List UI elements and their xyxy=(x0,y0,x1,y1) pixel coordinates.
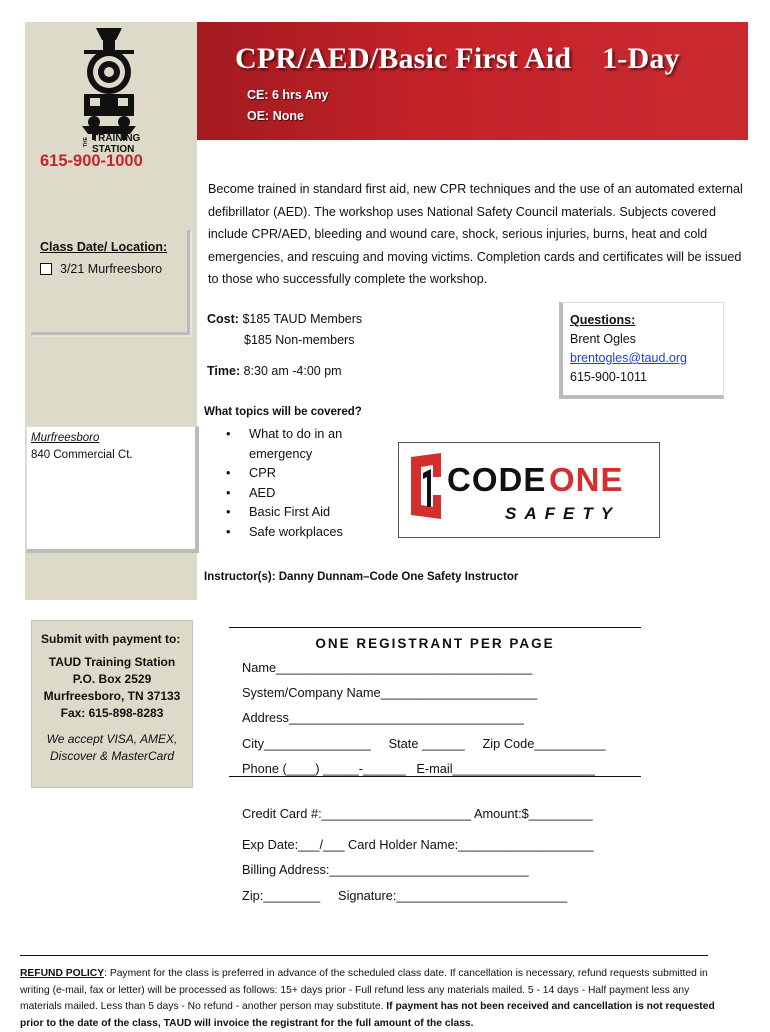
time-value: 8:30 am -4:00 pm xyxy=(243,364,342,378)
submit-box-number: P.O. Box 2529 xyxy=(72,672,152,686)
submit-box xyxy=(31,620,193,788)
credit-card-field[interactable]: Credit Card #:_____________________ Amount:$_________ xyxy=(242,806,593,821)
cost-nonmembers: $185 Non-members xyxy=(244,333,355,347)
logo-station: STATION xyxy=(92,144,135,154)
submit-fax: Fax: 615-898-8283 xyxy=(60,706,164,720)
submit-city: Murfreesboro, TN 37133 xyxy=(43,689,181,703)
bullet-icon: • xyxy=(226,504,231,519)
code-word: CODE xyxy=(447,461,547,498)
cost-members-value: $185 TAUD Members xyxy=(242,312,363,326)
class-date-box xyxy=(31,230,190,335)
form-divider xyxy=(229,627,641,628)
company-field[interactable]: System/Company Name______________________ xyxy=(242,685,538,700)
list-item: • Basic First Aid xyxy=(226,502,361,522)
contact-email-link[interactable]: brentogles@taud.org xyxy=(570,351,687,365)
location-box xyxy=(26,426,199,553)
submit-title: Submit with payment to: xyxy=(41,632,181,646)
name-field[interactable]: Name____________________________________ xyxy=(242,660,533,675)
one-word: ONE xyxy=(549,461,624,498)
exp-date-field[interactable]: Exp Date:___/___ Card Holder Name:___________________ xyxy=(242,837,594,852)
refund-title: REFUND POLICY xyxy=(20,968,105,979)
payment-accepted-2: Discover & MasterCard xyxy=(49,749,175,763)
topics-list xyxy=(226,424,361,541)
form-heading: ONE REGISTRANT PER PAGE xyxy=(315,636,555,651)
logo-the: THE xyxy=(83,137,89,147)
instructor: Instructor(s): Danny Dunnam–Code One Safety Instructor xyxy=(204,571,519,583)
billing-address-field[interactable]: Billing Address:____________________________ xyxy=(242,862,529,877)
class-date-label: 3/21 Murfreesboro xyxy=(60,262,163,276)
train-logo-icon xyxy=(70,26,148,154)
class-date-title: Class Date/ Location: xyxy=(40,240,168,254)
time-row xyxy=(207,364,342,378)
submit-org: TAUD Training Station xyxy=(48,655,176,669)
class-date-option[interactable] xyxy=(40,262,162,276)
form-divider-2 xyxy=(229,776,641,777)
list-item: • CPR xyxy=(226,463,361,483)
address-field[interactable]: Address_________________________________ xyxy=(242,710,524,725)
city-state-zip-field[interactable]: City_______________ State ______ Zip Code__________ xyxy=(242,736,606,751)
topics-title: What topics will be covered? xyxy=(204,406,362,418)
contact-phone: 615-900-1011 xyxy=(570,370,647,384)
phone-email-field[interactable]: Phone (____) _____-______ E-mail____________________ xyxy=(242,761,595,776)
class-checkbox[interactable] xyxy=(40,263,52,275)
contact-name: Brent Ogles xyxy=(570,332,637,346)
bullet-icon: • xyxy=(226,523,231,539)
questions-box xyxy=(559,302,724,399)
logo-training: TRAINING xyxy=(92,133,141,144)
code-one-safety-icon xyxy=(399,443,659,537)
location-address: 840 Commercial Ct. xyxy=(31,449,133,461)
ce-hours: CE: 6 hrs Any xyxy=(247,88,329,102)
course-description: Become trained in standard first aid, new CPR techniques and the use of an automated external defibrillator (AED). The workshop uses National Safety Council materials. Subjects covered include CPR/AED, bleeding and wound care, shock, serious injuries, burns, heat and cold emergencies, and rescuing and moving victims. Completion cards and certificates will be issued to those who successfully complete the workshop. xyxy=(208,182,743,286)
page-title: CPR/AED/Basic First Aid 1-Day xyxy=(235,42,680,75)
list-item: • AED xyxy=(226,483,361,503)
oe-hours: OE: None xyxy=(247,109,304,123)
cost-label: Cost: xyxy=(207,312,239,326)
refund-text: : Payment for the class is preferred in advance of the scheduled class date. If cancellation is necessary, refund requests submitted in writing (e-mail, fax or letter) will be processed as follows: 15+ days prior - Full refund less any materials mailed. 5 - 14 days - Half payment less any materials mailed. Less than 5 days - No refund - another person may substitute. xyxy=(20,968,708,1012)
bullet-icon: • xyxy=(226,484,231,500)
bullet-icon: • xyxy=(226,426,231,441)
list-item: • What to do in an emergency xyxy=(226,426,343,461)
safety-word: SAFETY xyxy=(505,504,621,523)
bullet-icon: • xyxy=(226,465,231,480)
title-banner xyxy=(197,22,748,140)
questions-title: Questions: xyxy=(570,313,636,327)
bottom-divider xyxy=(20,955,708,956)
location-city: Murfreesboro xyxy=(31,432,100,444)
code-one-logo xyxy=(398,442,660,538)
time-label: Time: xyxy=(207,364,241,378)
payment-accepted-1: We accept VISA, AMEX, xyxy=(46,732,178,746)
main-phone: 615-900-1000 xyxy=(40,152,143,170)
zip-signature-field[interactable]: Zip:________ Signature:________________________ xyxy=(242,888,568,903)
list-item: • Safe workplaces xyxy=(226,522,361,542)
cost-members xyxy=(207,312,362,326)
refund-policy xyxy=(20,966,732,1032)
refund-bold-text: If payment has not been received and cancellation is not requested prior to the date of the class, TAUD will invoice the registrant for the full amount of the class. xyxy=(20,1001,715,1029)
